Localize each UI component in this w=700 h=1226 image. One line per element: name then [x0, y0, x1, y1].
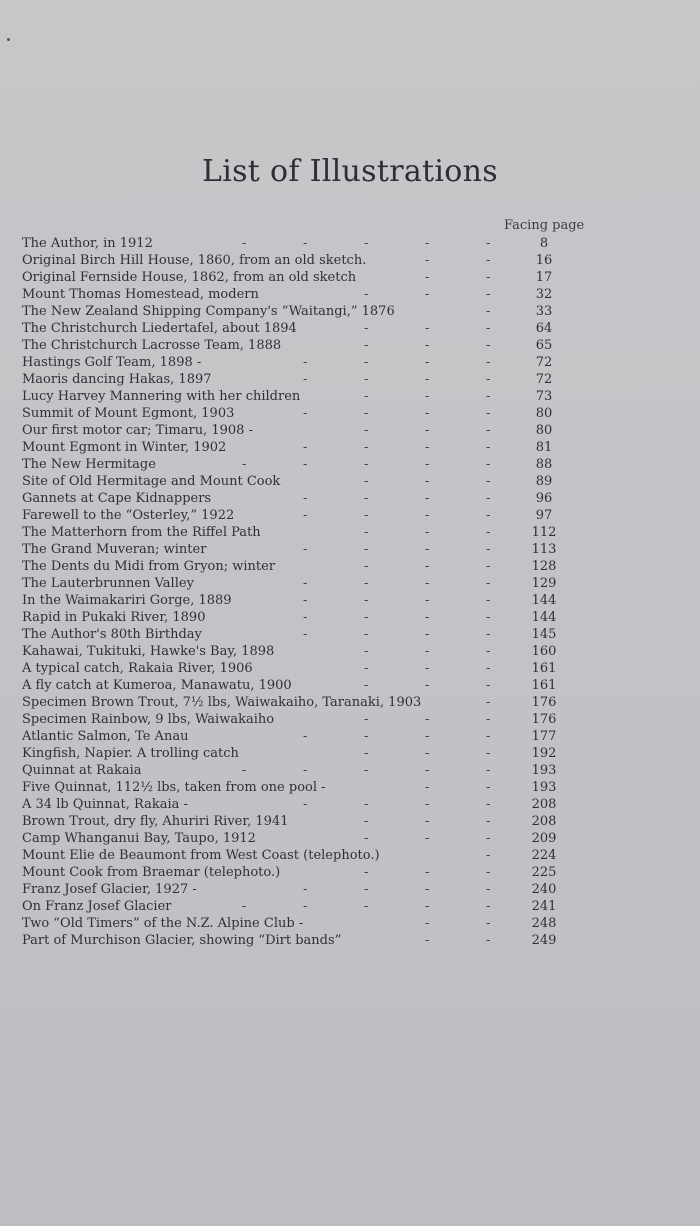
leader-dash: -: [486, 865, 491, 880]
page-title-text: List of Illustrations: [202, 154, 498, 189]
list-item: [22, 881, 592, 898]
list-item: [22, 439, 592, 456]
leader-dash: -: [425, 338, 430, 353]
illustration-title: A 34 lb Quinnat, Rakaia -: [22, 797, 188, 812]
leader-dash: -: [486, 457, 491, 472]
list-item: [22, 864, 592, 881]
leader-dash: -: [425, 899, 430, 914]
leader-dash: -: [486, 899, 491, 914]
leader-dash: -: [486, 729, 491, 744]
illustration-title: The Author, in 1912: [22, 236, 153, 251]
list-item: [22, 337, 592, 354]
leader-dash: -: [364, 831, 369, 846]
illustrations-list: [22, 235, 592, 949]
illustration-title: Part of Murchison Glacier, showing “Dirt bands”: [22, 933, 342, 948]
leader-dash: -: [425, 525, 430, 540]
leader-dash: -: [425, 933, 430, 948]
illustration-title: Site of Old Hermitage and Mount Cook: [22, 474, 281, 489]
leader-dash: -: [364, 423, 369, 438]
list-item: [22, 456, 592, 473]
illustration-title: Camp Whanganui Bay, Taupo, 1912: [22, 831, 256, 846]
leader-dash: -: [486, 780, 491, 795]
page-number: 64: [535, 321, 553, 336]
illustration-title: The Lauterbrunnen Valley: [22, 576, 194, 591]
page-number: 248: [531, 916, 557, 931]
leader-dash: -: [364, 661, 369, 676]
leader-dash: -: [486, 610, 491, 625]
leader-dash: -: [425, 440, 430, 455]
leader-dash: -: [364, 525, 369, 540]
page-number: 225: [531, 865, 557, 880]
leader-dash: -: [425, 644, 430, 659]
leader-dash: -: [486, 695, 491, 710]
illustration-title: Specimen Rainbow, 9 lbs, Waiwakaiho: [22, 712, 275, 727]
leader-dash: -: [486, 661, 491, 676]
leader-dash: -: [364, 287, 369, 302]
leader-dash: -: [486, 440, 491, 455]
leader-dash: -: [364, 321, 369, 336]
leader-dash: -: [303, 610, 308, 625]
leader-dash: -: [486, 712, 491, 727]
list-item: [22, 575, 592, 592]
leader-dash: -: [486, 627, 491, 642]
illustration-title: Mount Cook from Braemar (telephoto.): [22, 865, 281, 880]
leader-dash: -: [486, 848, 491, 863]
illustration-title: Maoris dancing Hakas, 1897: [22, 372, 212, 387]
leader-dash: -: [486, 882, 491, 897]
leader-dash: -: [364, 627, 369, 642]
illustration-title: Lucy Harvey Mannering with her children: [22, 389, 301, 404]
leader-dash: -: [486, 916, 491, 931]
leader-dash: -: [364, 610, 369, 625]
page-number: 113: [531, 542, 557, 557]
leader-dash: -: [364, 406, 369, 421]
page-number: 193: [531, 763, 557, 778]
page-number: 176: [531, 695, 557, 710]
page-number: 17: [535, 270, 553, 285]
list-item: [22, 609, 592, 626]
page-title: [0, 154, 610, 189]
leader-dash: -: [486, 525, 491, 540]
page-number: 97: [535, 508, 553, 523]
leader-dash: -: [486, 389, 491, 404]
list-item: [22, 524, 592, 541]
leader-dash: -: [364, 372, 369, 387]
leader-dash: -: [486, 746, 491, 761]
leader-dash: -: [364, 576, 369, 591]
leader-dash: -: [364, 593, 369, 608]
leader-dash: -: [425, 321, 430, 336]
leader-dash: -: [425, 389, 430, 404]
list-item: [22, 677, 592, 694]
illustration-title: Our first motor car; Timaru, 1908 -: [22, 423, 253, 438]
leader-dash: -: [364, 491, 369, 506]
leader-dash: -: [425, 372, 430, 387]
leader-dash: -: [303, 729, 308, 744]
illustration-title: A typical catch, Rakaia River, 1906: [22, 661, 253, 676]
leader-dash: -: [425, 406, 430, 421]
leader-dash: -: [425, 355, 430, 370]
leader-dash: -: [425, 780, 430, 795]
leader-dash: -: [425, 236, 430, 251]
page-number: 144: [531, 593, 557, 608]
print-speck: [7, 38, 10, 41]
page-number: 80: [535, 406, 553, 421]
illustration-title: Gannets at Cape Kidnappers: [22, 491, 212, 506]
page-number: 89: [535, 474, 553, 489]
illustration-title: Mount Elie de Beaumont from West Coast (telephoto.): [22, 848, 380, 863]
page-number: 129: [531, 576, 557, 591]
leader-dash: -: [364, 865, 369, 880]
illustration-title: Two “Old Timers” of the N.Z. Alpine Club -: [22, 916, 304, 931]
leader-dash: -: [303, 763, 308, 778]
page-number: 88: [535, 457, 553, 472]
leader-dash: -: [303, 440, 308, 455]
leader-dash: -: [364, 797, 369, 812]
illustration-title: Original Fernside House, 1862, from an old sketch: [22, 270, 357, 285]
leader-dash: -: [364, 389, 369, 404]
leader-dash: -: [425, 712, 430, 727]
illustration-title: Kahawai, Tukituki, Hawke's Bay, 1898: [22, 644, 275, 659]
leader-dash: -: [486, 355, 491, 370]
leader-dash: -: [425, 423, 430, 438]
leader-dash: -: [486, 814, 491, 829]
illustration-title: On Franz Josef Glacier: [22, 899, 172, 914]
leader-dash: -: [425, 610, 430, 625]
list-item: [22, 388, 592, 405]
leader-dash: -: [486, 593, 491, 608]
page-number: 81: [535, 440, 553, 455]
page-number: 145: [531, 627, 557, 642]
leader-dash: -: [303, 491, 308, 506]
leader-dash: -: [486, 542, 491, 557]
leader-dash: -: [425, 729, 430, 744]
leader-dash: -: [303, 457, 308, 472]
illustration-title: Five Quinnat, 112½ lbs, taken from one pool -: [22, 780, 326, 795]
leader-dash: -: [486, 576, 491, 591]
leader-dash: -: [364, 882, 369, 897]
list-item: [22, 235, 592, 252]
leader-dash: -: [425, 746, 430, 761]
list-item: [22, 405, 592, 422]
leader-dash: -: [486, 372, 491, 387]
leader-dash: -: [303, 508, 308, 523]
page-number: 208: [531, 814, 557, 829]
leader-dash: -: [425, 508, 430, 523]
page-number: 73: [535, 389, 553, 404]
list-item: [22, 541, 592, 558]
leader-dash: -: [486, 423, 491, 438]
illustration-title: The Christchurch Lacrosse Team, 1888: [22, 338, 282, 353]
leader-dash: -: [303, 627, 308, 642]
illustration-title: The Dents du Midi from Gryon; winter: [22, 559, 276, 574]
leader-dash: -: [303, 542, 308, 557]
illustration-title: In the Waimakariri Gorge, 1889: [22, 593, 232, 608]
leader-dash: -: [425, 831, 430, 846]
leader-dash: -: [364, 644, 369, 659]
leader-dash: -: [364, 236, 369, 251]
list-item: [22, 473, 592, 490]
illustration-title: The Grand Muveran; winter: [22, 542, 207, 557]
illustration-title: The Author's 80th Birthday: [22, 627, 202, 642]
leader-dash: -: [425, 882, 430, 897]
page-number: 32: [535, 287, 553, 302]
leader-dash: -: [364, 440, 369, 455]
illustration-title: The Christchurch Liedertafel, about 1894: [22, 321, 297, 336]
leader-dash: -: [242, 457, 247, 472]
leader-dash: -: [364, 712, 369, 727]
leader-dash: -: [425, 678, 430, 693]
page-number: 72: [535, 372, 553, 387]
illustration-title: Specimen Brown Trout, 7½ lbs, Waiwakaiho, Taranaki, 1903: [22, 695, 422, 710]
illustration-title: A fly catch at Kumeroa, Manawatu, 1900: [22, 678, 292, 693]
leader-dash: -: [303, 576, 308, 591]
leader-dash: -: [303, 882, 308, 897]
illustration-title: Original Birch Hill House, 1860, from an old sketch.: [22, 253, 367, 268]
leader-dash: -: [425, 253, 430, 268]
list-item: [22, 490, 592, 507]
page-number: 112: [531, 525, 557, 540]
list-item: [22, 643, 592, 660]
list-item: [22, 354, 592, 371]
leader-dash: -: [364, 474, 369, 489]
leader-dash: -: [486, 508, 491, 523]
list-item: [22, 830, 592, 847]
illustration-title: Mount Thomas Homestead, modern: [22, 287, 259, 302]
leader-dash: -: [303, 236, 308, 251]
page-number: 208: [531, 797, 557, 812]
leader-dash: -: [364, 559, 369, 574]
leader-dash: -: [425, 661, 430, 676]
leader-dash: -: [486, 236, 491, 251]
page-number: 80: [535, 423, 553, 438]
list-item: [22, 813, 592, 830]
leader-dash: -: [486, 797, 491, 812]
leader-dash: -: [486, 491, 491, 506]
list-item: [22, 711, 592, 728]
leader-dash: -: [486, 253, 491, 268]
leader-dash: -: [364, 355, 369, 370]
leader-dash: -: [486, 270, 491, 285]
page-number: 144: [531, 610, 557, 625]
leader-dash: -: [364, 899, 369, 914]
leader-dash: -: [364, 338, 369, 353]
facing-page-header: Facing page: [504, 218, 585, 233]
list-item: [22, 558, 592, 575]
list-item: [22, 847, 592, 864]
leader-dash: -: [364, 814, 369, 829]
illustration-title: Rapid in Pukaki River, 1890: [22, 610, 206, 625]
list-item: [22, 796, 592, 813]
list-item: [22, 915, 592, 932]
leader-dash: -: [425, 287, 430, 302]
page-number: 161: [531, 678, 557, 693]
leader-dash: -: [486, 287, 491, 302]
leader-dash: -: [303, 355, 308, 370]
leader-dash: -: [486, 559, 491, 574]
illustration-title: Brown Trout, dry fly, Ahuriri River, 1941: [22, 814, 289, 829]
leader-dash: -: [486, 321, 491, 336]
leader-dash: -: [303, 899, 308, 914]
leader-dash: -: [364, 746, 369, 761]
leader-dash: -: [364, 542, 369, 557]
illustration-title: Quinnat at Rakaia: [22, 763, 142, 778]
list-item: [22, 269, 592, 286]
leader-dash: -: [486, 474, 491, 489]
list-item: [22, 932, 592, 949]
list-item: [22, 422, 592, 439]
list-item: [22, 303, 592, 320]
page-number: 72: [535, 355, 553, 370]
leader-dash: -: [364, 457, 369, 472]
list-item: [22, 320, 592, 337]
leader-dash: -: [486, 338, 491, 353]
list-item: [22, 252, 592, 269]
illustration-title: Mount Egmont in Winter, 1902: [22, 440, 227, 455]
illustration-title: Kingfish, Napier. A trolling catch: [22, 746, 239, 761]
leader-dash: -: [486, 933, 491, 948]
page-number: 8: [539, 236, 549, 251]
page-number: 161: [531, 661, 557, 676]
leader-dash: -: [303, 797, 308, 812]
list-item: [22, 507, 592, 524]
leader-dash: -: [486, 304, 491, 319]
list-item: [22, 745, 592, 762]
page-number: 241: [531, 899, 557, 914]
list-item: [22, 898, 592, 915]
leader-dash: -: [425, 457, 430, 472]
leader-dash: -: [364, 678, 369, 693]
leader-dash: -: [242, 236, 247, 251]
page-number: 240: [531, 882, 557, 897]
leader-dash: -: [303, 406, 308, 421]
page-number: 16: [535, 253, 553, 268]
illustration-title: Farewell to the “Osterley,” 1922: [22, 508, 235, 523]
leader-dash: -: [425, 593, 430, 608]
leader-dash: -: [364, 729, 369, 744]
page-number: 209: [531, 831, 557, 846]
leader-dash: -: [425, 576, 430, 591]
list-item: [22, 660, 592, 677]
page-number: 249: [531, 933, 557, 948]
page-number: 160: [531, 644, 557, 659]
leader-dash: -: [425, 542, 430, 557]
list-item: [22, 728, 592, 745]
page-number: 33: [535, 304, 553, 319]
leader-dash: -: [303, 372, 308, 387]
illustration-title: Atlantic Salmon, Te Anau: [22, 729, 189, 744]
leader-dash: -: [486, 763, 491, 778]
page-number: 192: [531, 746, 557, 761]
list-item: [22, 694, 592, 711]
leader-dash: -: [486, 831, 491, 846]
list-item: [22, 626, 592, 643]
leader-dash: -: [425, 474, 430, 489]
leader-dash: -: [242, 763, 247, 778]
leader-dash: -: [425, 627, 430, 642]
illustration-title: The Matterhorn from the Riffel Path: [22, 525, 261, 540]
page-number: 224: [531, 848, 557, 863]
leader-dash: -: [425, 491, 430, 506]
illustration-title: The New Hermitage: [22, 457, 156, 472]
page-number: 193: [531, 780, 557, 795]
leader-dash: -: [425, 916, 430, 931]
page-number: 176: [531, 712, 557, 727]
illustration-title: Summit of Mount Egmont, 1903: [22, 406, 235, 421]
list-item: [22, 371, 592, 388]
leader-dash: -: [303, 593, 308, 608]
leader-dash: -: [364, 508, 369, 523]
list-item: [22, 592, 592, 609]
leader-dash: -: [425, 814, 430, 829]
list-item: [22, 286, 592, 303]
illustration-title: Hastings Golf Team, 1898 -: [22, 355, 202, 370]
page-number: 96: [535, 491, 553, 506]
leader-dash: -: [425, 270, 430, 285]
list-item: [22, 779, 592, 796]
leader-dash: -: [486, 406, 491, 421]
page-number: 65: [535, 338, 553, 353]
leader-dash: -: [486, 644, 491, 659]
page-number: 128: [531, 559, 557, 574]
leader-dash: -: [242, 899, 247, 914]
page-number: 177: [531, 729, 557, 744]
leader-dash: -: [486, 678, 491, 693]
illustration-title: The New Zealand Shipping Company's “Waitangi,” 1876: [22, 304, 395, 319]
illustration-title: Franz Josef Glacier, 1927 -: [22, 882, 197, 897]
leader-dash: -: [425, 797, 430, 812]
list-item: [22, 762, 592, 779]
leader-dash: -: [425, 865, 430, 880]
leader-dash: -: [364, 763, 369, 778]
leader-dash: -: [425, 559, 430, 574]
leader-dash: -: [425, 763, 430, 778]
